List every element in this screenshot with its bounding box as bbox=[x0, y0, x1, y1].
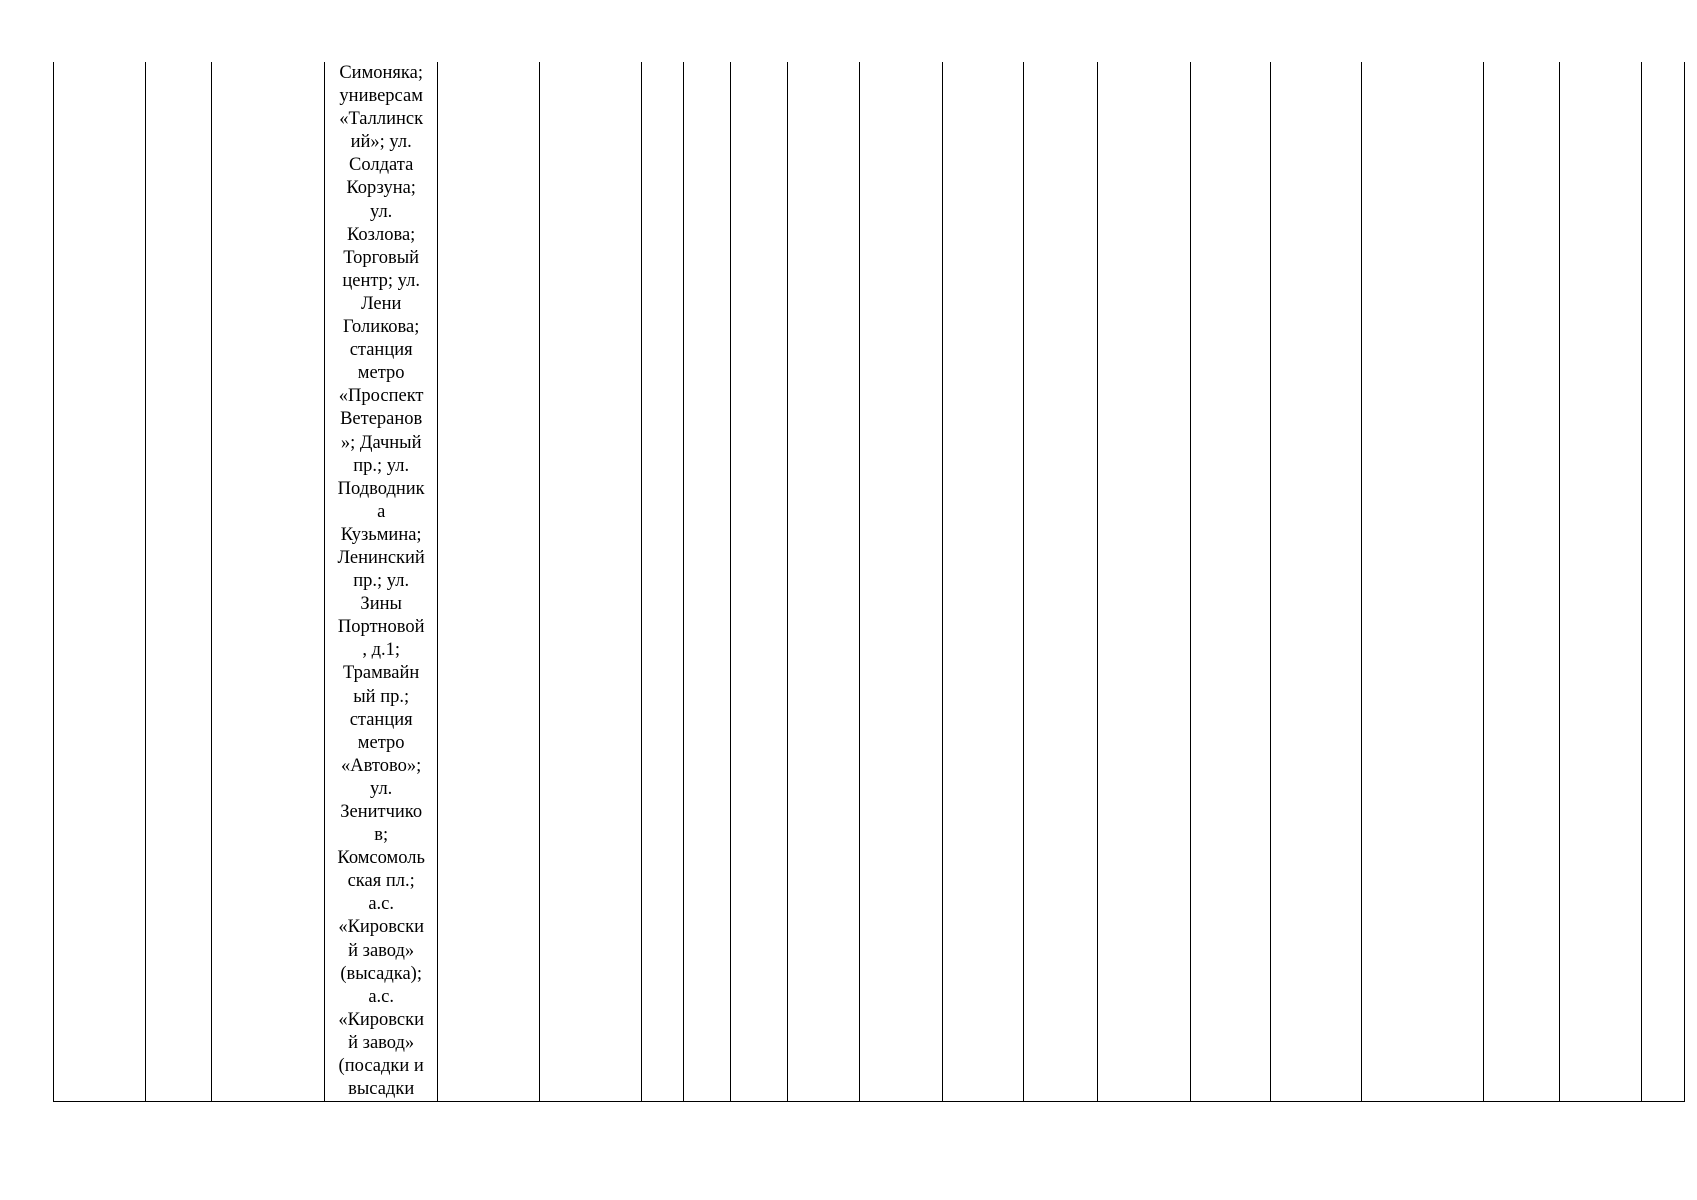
route-table bbox=[53, 62, 1685, 1102]
stop-line: в; bbox=[374, 825, 389, 846]
stop-line: (высадка); bbox=[340, 963, 422, 984]
stop-line: а.с. bbox=[368, 894, 395, 915]
stop-line: Козлова; bbox=[347, 224, 416, 245]
table-row bbox=[54, 62, 1685, 1102]
stop-line: Зенитчико bbox=[340, 802, 423, 822]
table-cell bbox=[1559, 62, 1641, 1102]
stop-line: (посадки и bbox=[338, 1056, 424, 1077]
stop-line: ская пл.; bbox=[347, 871, 415, 892]
table-cell bbox=[1023, 62, 1097, 1102]
stop-line: й завод» bbox=[348, 1032, 415, 1053]
stop-line: высадки bbox=[348, 1079, 415, 1100]
stop-line: Портновой bbox=[337, 617, 425, 638]
stop-line: станция bbox=[349, 709, 413, 730]
table-cell bbox=[1097, 62, 1190, 1102]
stop-line: станция bbox=[349, 340, 413, 361]
stop-line: »; Дачный bbox=[340, 432, 422, 453]
stop-line: универсам bbox=[339, 86, 423, 107]
stop-line: ий»; ул. bbox=[350, 132, 412, 153]
stop-line: а.с. bbox=[368, 986, 395, 1007]
stop-line: «Проспект bbox=[338, 386, 424, 407]
stop-line: Зины bbox=[360, 594, 402, 615]
stop-line: пр.; ул. bbox=[353, 571, 410, 592]
stop-line: Комсомоль bbox=[337, 848, 425, 869]
stop-line: Торговый bbox=[343, 247, 420, 268]
stop-line: метро bbox=[357, 732, 405, 753]
table-cell bbox=[1190, 62, 1270, 1102]
table-cell bbox=[1270, 62, 1361, 1102]
stop-line: ый пр.; bbox=[353, 686, 410, 707]
stop-line: «Кировски bbox=[338, 1009, 425, 1030]
stop-line: а bbox=[377, 501, 386, 522]
stop-line: Симоняка; bbox=[339, 63, 423, 83]
stop-line: пр.; ул. bbox=[353, 455, 410, 476]
table-cell bbox=[212, 62, 325, 1102]
table-cell bbox=[54, 62, 146, 1102]
table-cell bbox=[788, 62, 860, 1102]
table-cell bbox=[642, 62, 684, 1102]
table-cell bbox=[731, 62, 788, 1102]
stop-line: Лени bbox=[360, 293, 402, 314]
stop-line: Солдата bbox=[349, 155, 414, 176]
stop-line: Голикова; bbox=[342, 317, 420, 338]
table-cell bbox=[943, 62, 1023, 1102]
table-cell bbox=[438, 62, 540, 1102]
stop-line: «Кировски bbox=[338, 917, 425, 938]
table-cell bbox=[1361, 62, 1483, 1102]
route-stops-cell bbox=[325, 62, 438, 1102]
stop-line: ул. bbox=[370, 201, 393, 222]
stop-line: , д.1; bbox=[362, 640, 401, 661]
stop-line: центр; ул. bbox=[342, 270, 420, 291]
stop-line: метро bbox=[357, 363, 405, 384]
stop-line: «Автово»; bbox=[341, 755, 422, 776]
stop-line: ул. bbox=[370, 778, 393, 799]
stop-line: Кузьмина; bbox=[340, 524, 422, 545]
stop-line: Корзуна; bbox=[346, 178, 416, 199]
table-cell bbox=[540, 62, 642, 1102]
table-cell bbox=[684, 62, 731, 1102]
stop-line: й завод» bbox=[348, 940, 415, 961]
stop-line: Ветеранов bbox=[340, 409, 423, 430]
stop-line: Трамвайн bbox=[343, 663, 420, 684]
table-cell bbox=[146, 62, 212, 1102]
stop-line: Подводник bbox=[337, 478, 425, 499]
stop-line: Ленинский bbox=[337, 547, 425, 568]
table-cell bbox=[860, 62, 943, 1102]
stop-line: «Таллинск bbox=[339, 109, 424, 130]
table-cell bbox=[1641, 62, 1684, 1102]
table-cell bbox=[1483, 62, 1559, 1102]
